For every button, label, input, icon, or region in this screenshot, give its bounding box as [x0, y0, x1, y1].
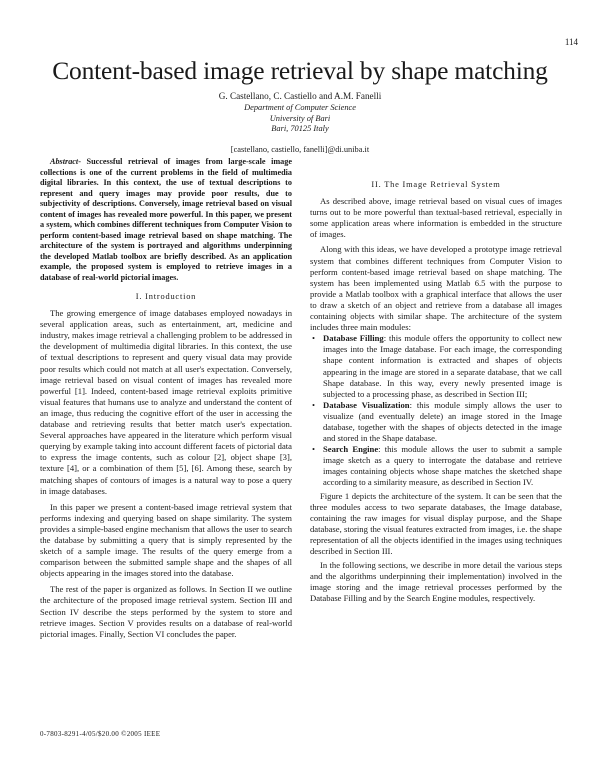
list-item	[310, 333, 562, 400]
section-1-heading: I. Introduction	[135, 292, 197, 301]
abstract-text: - Successful retrieval of images from large-scale image collections is one of the current problems in the field of multimedia digital libraries. In this context, the use of textual descriptions to represent and query images may provide poor results, due to subjectivity of descriptions. Conversely, image retrieval based on visual content of images has revealed more powerful. In this paper, we present a system, which combines different techniques from Computer Vision to perform content-based image retrieval based on shape matching. The architecture of the system is portrayed and algorithms underpinning the developed Matlab toolbox are briefly described. As an application example, the proposed system is employed to retrieve images in a database of real-world pictorial images.	[40, 157, 292, 282]
author-email: [castellano, castiello, fanelli]@di.uniba.it	[230, 145, 370, 154]
affiliation	[150, 103, 450, 135]
paper-title: Content-based image retrieval by shape matching	[52, 56, 548, 85]
module-name: Search Engine	[323, 444, 379, 455]
list-item	[310, 444, 562, 488]
module-description: : this module simply allows the user to visualize (and eventually delete) an image stored in the Image database, together with the shapes of objects detected in the image and stored in the Shape database.	[323, 399, 562, 444]
affiliation-department: Department of Computer Science	[244, 103, 356, 112]
right-column	[310, 157, 562, 604]
module-list	[310, 333, 562, 488]
section-1-paragraph: In this paper we present a content-based image retrieval system that performs indexing and querying based on shape similarity. The system provides a simple-based engine mechanism that allows the user to search the database by submitting a query that is simply represented by the sketch of a sample image. The results of the query emerge from a comparison between the submitted sample shape and the shapes of all objects appearing in the images stored into the database.	[40, 501, 292, 579]
bullet-icon: •	[312, 444, 316, 455]
module-name: Database Visualization	[323, 399, 410, 410]
abstract	[40, 157, 292, 283]
section-2-paragraph: Along with this ideas, we have developed a prototype image retrieval system that combines different techniques from Computer Vision to perform content-based image retrieval based on shape matching. The system has been implemented using Matlab 6.5 with the purpose to provide a Matlab toolbox with a graphical interface that allows the user to draw a sketch of an object and retrieve from a database all images containing objects with similar shape. The architecture of the system includes three main modules:	[310, 244, 562, 333]
module-name: Database Filling	[323, 333, 384, 344]
section-2-paragraph: Figure 1 depicts the architecture of the system. It can be seen that the three modules access to two separate databases, the Image database, containing the raw images for visual display purpose, and the Shape database, storing the visual features extracted from images, i.e. the shape representation of all the objects identified in the images using techniques described in Section III.	[310, 490, 562, 556]
section-1-paragraph: The growing emergence of image databases employed nowadays in several application areas, such as entertainment, art, medicine and industry, makes image retrieval a challenging problem to be addressed in the development of multimedia digital libraries. In this context, the use of textual descriptions to represent and query visual data may provide poor results which could not match at all user's expectation. Conversely, image retrieval based on visual content of images has revealed more powerful [1]. Indeed, content-based image retrieval exploits primitive visual features that humans use to analyze and understand the content of an image, thus reducing the cognitive effort of the user in accessing the database and retrieving results that better match user's expectation. Several approaches have appeared in the literature which perform visual querying by example taking into account different facets of pictorial data to express the image contents, such as colour [2], object shape [3], texture [4], or a combination of them [5], [6]. Among these, search by matching shapes of contours of images is a natural way to pose a query in image databases.	[40, 308, 292, 496]
module-description: : this module allows the user to submit a sample image sketch as a query to interrogate the database and retrieve images containing objects whose shape matches the sketched shape according to a similarity measure, as described in Section IV.	[323, 444, 562, 488]
left-column	[40, 157, 292, 640]
page-number: 114	[564, 37, 578, 47]
module-description: : this module offers the opportunity to collect new images into the Image database. For each image, the corresponding shape content information is extracted and shapes of objects appearing in the image are stored in a separate database, that we call Shape database. In this way, every newly presented image is subjected to a processing phase, as described in Section III;	[323, 333, 563, 399]
bullet-icon: •	[312, 333, 316, 344]
list-item	[310, 400, 562, 444]
abstract-label: Abstract	[50, 157, 79, 166]
section-2-paragraph: In the following sections, we describe in more detail the various steps and the algorithms underpinning their implementation) involved in the image storing and the image retrieval processes performed by the Database Filling and by the Search Engine modules, respectively.	[310, 560, 562, 604]
authors: G. Castellano, C. Castiello and A.M. Fanelli	[218, 91, 382, 101]
section-2-heading: II. The Image Retrieval System	[371, 180, 501, 189]
bullet-icon: •	[312, 399, 316, 410]
section-1-paragraph: The rest of the paper is organized as follows. In Section II we outline the architecture of the proposed image retrieval system. Section III and Section IV describe the steps performed by the system to store and retrieve images. Section V provides results on a database of real-world pictorial images. Finally, Section VI concludes the paper.	[40, 584, 292, 639]
affiliation-city: Bari, 70125 Italy	[271, 124, 329, 133]
affiliation-university: University of Bari	[269, 113, 331, 123]
section-2-paragraph: As described above, image retrieval based on visual cues of images turns out to be more powerful than textual-based retrieval, especially in some application areas where information is embedded in the structure of images.	[310, 196, 562, 240]
copyright-footer: 0-7803-8291-4/05/$20.00 ©2005 IEEE	[40, 730, 161, 738]
